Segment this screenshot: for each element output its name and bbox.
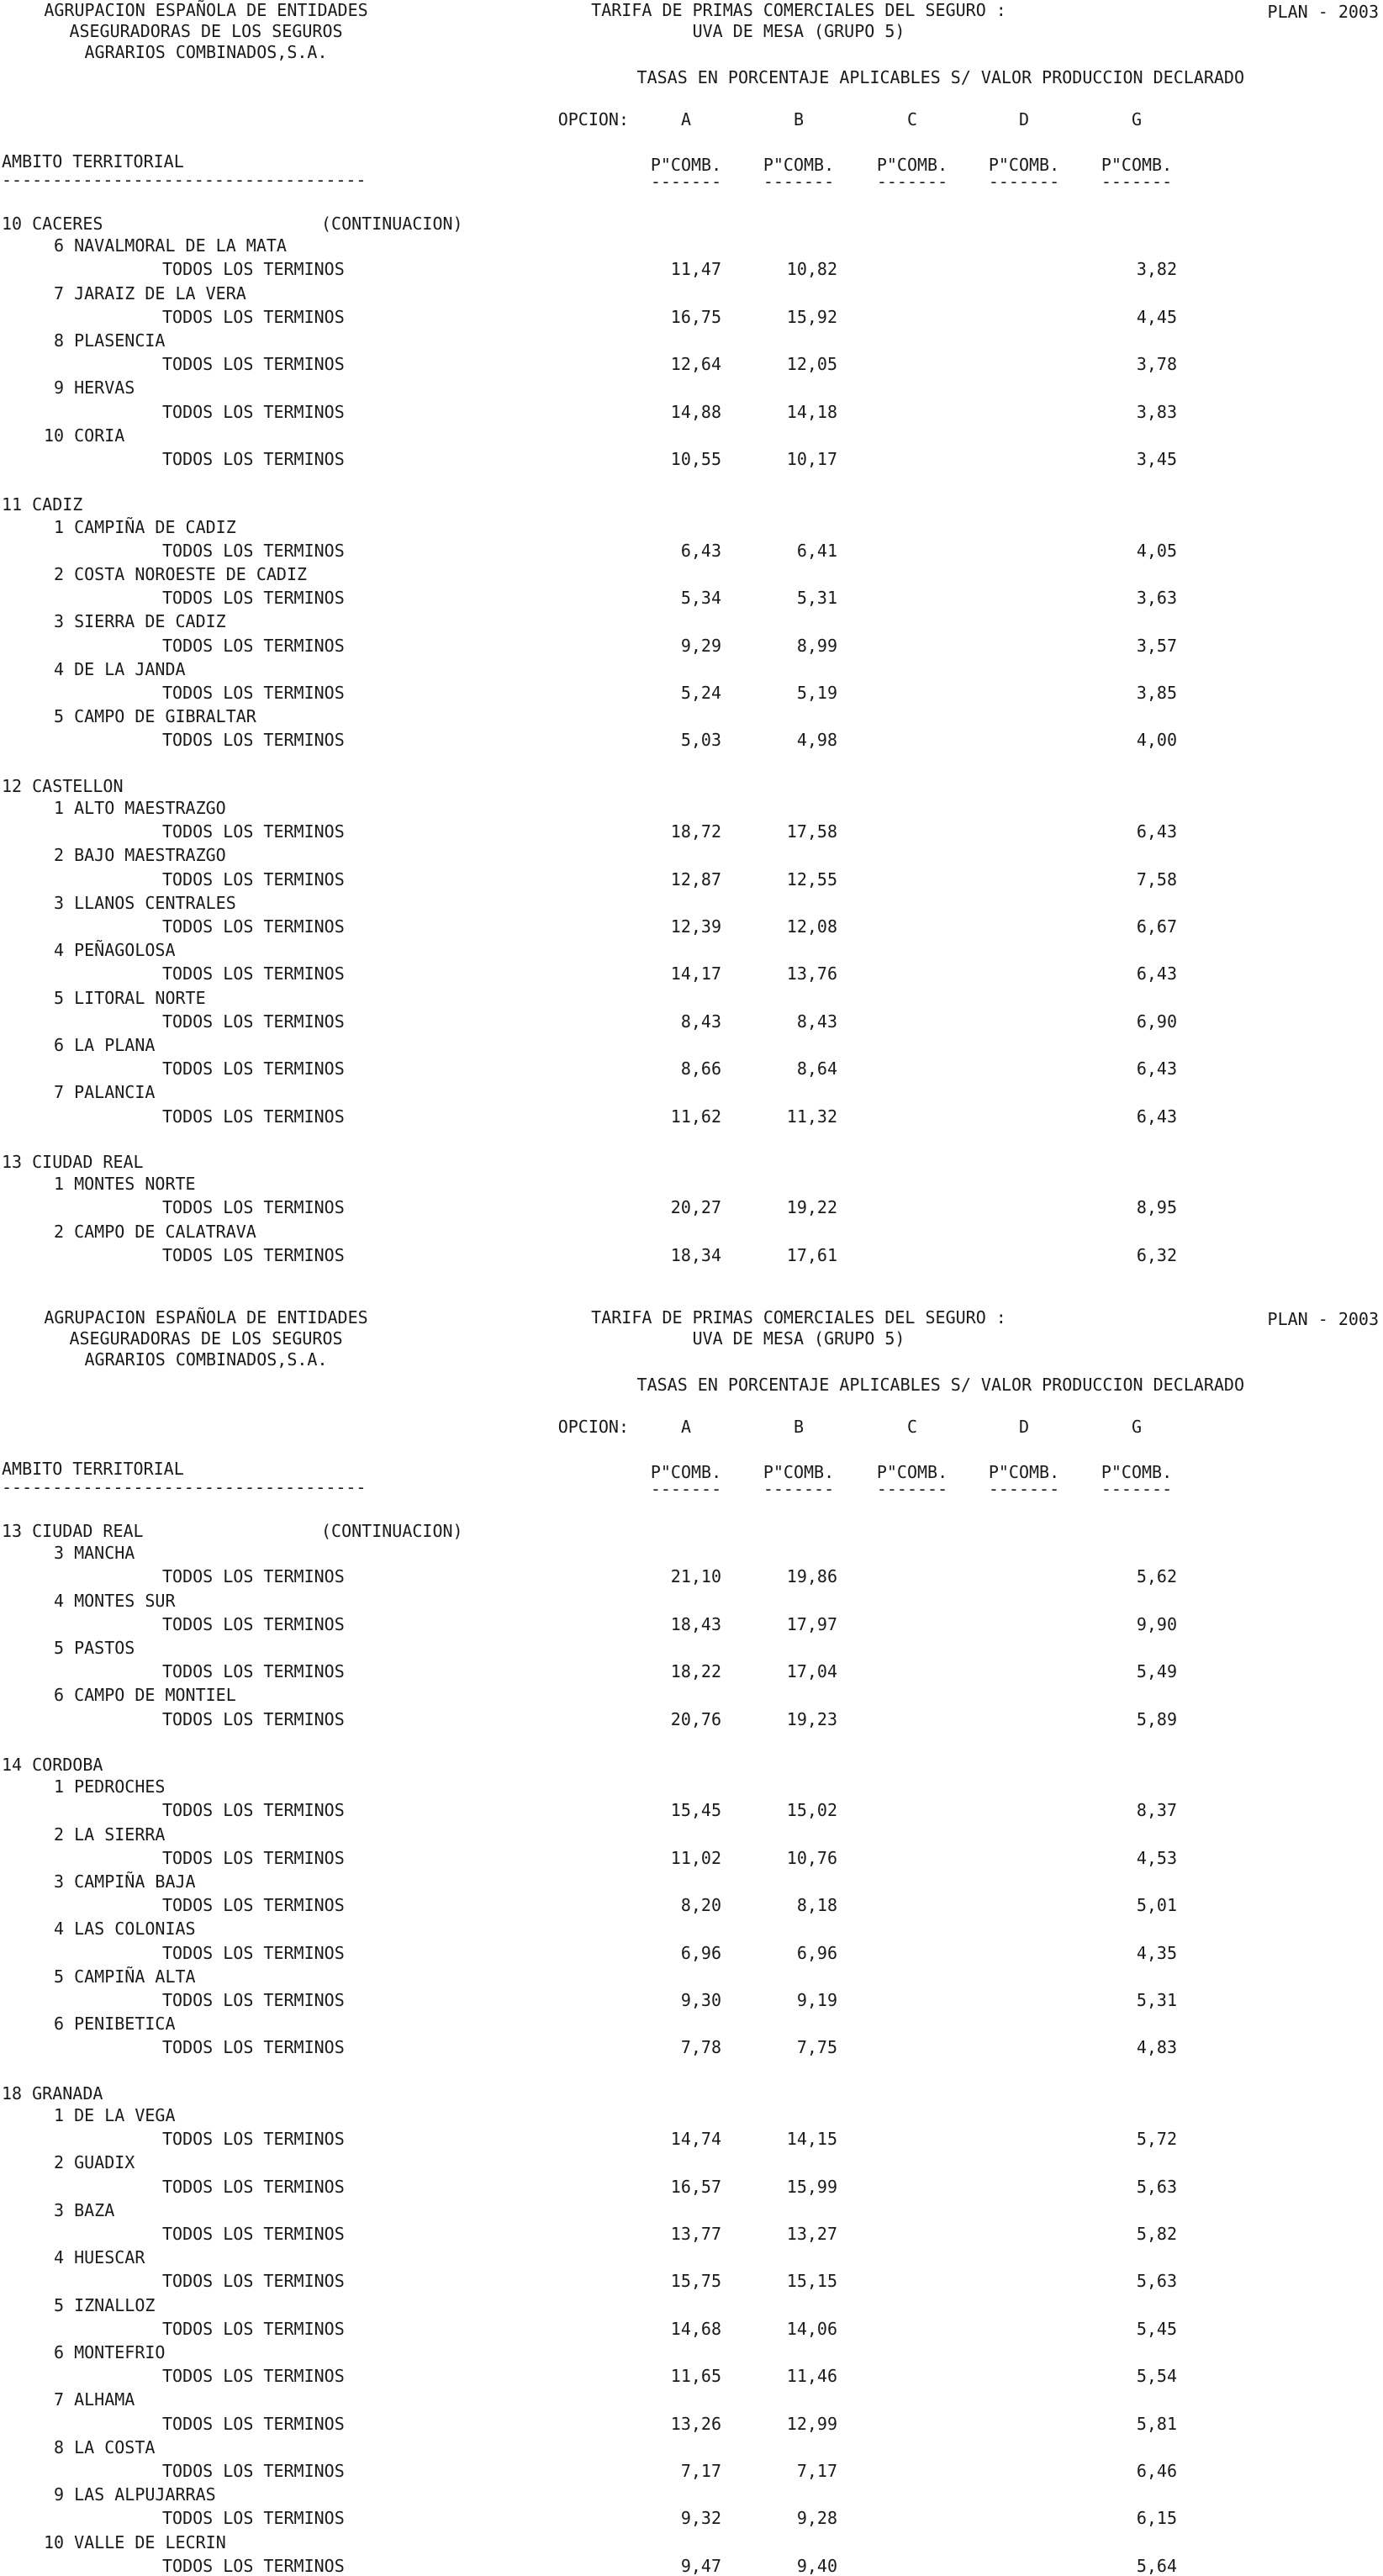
rate-g: 6,15 bbox=[1136, 2508, 1177, 2529]
ambito-rule: ------------------------------------ bbox=[2, 1477, 367, 1497]
column-underline: ------- bbox=[650, 1479, 722, 1499]
terminos-label: TODOS LOS TERMINOS bbox=[162, 2176, 345, 2197]
rate-b: 12,99 bbox=[786, 2413, 837, 2434]
rate-b: 17,61 bbox=[786, 1244, 837, 1265]
option-c: C bbox=[906, 1417, 918, 1437]
comarca-heading: 5 IZNALLOZ bbox=[54, 2294, 156, 2315]
rate-a: 20,76 bbox=[670, 1708, 721, 1729]
rate-g: 3,57 bbox=[1136, 635, 1177, 656]
column-underline: ------- bbox=[763, 172, 835, 192]
rate-g: 3,82 bbox=[1136, 259, 1177, 280]
rate-a: 16,75 bbox=[670, 306, 721, 327]
terminos-label: TODOS LOS TERMINOS bbox=[162, 259, 345, 280]
comarca-heading: 5 CAMPIÑA ALTA bbox=[54, 1966, 196, 1987]
rate-b: 8,43 bbox=[796, 1011, 837, 1032]
rate-b: 19,23 bbox=[786, 1708, 837, 1729]
ambito-heading: AMBITO TERRITORIAL bbox=[2, 151, 184, 172]
comarca-heading: 7 PALANCIA bbox=[54, 1082, 156, 1103]
rate-b: 6,41 bbox=[796, 540, 837, 561]
column-header: P"COMB. bbox=[988, 155, 1060, 175]
rate-g: 6,32 bbox=[1136, 1244, 1177, 1265]
option-g: G bbox=[1131, 109, 1143, 129]
comarca-heading: 6 MONTEFRIO bbox=[54, 2342, 166, 2362]
terminos-label: TODOS LOS TERMINOS bbox=[162, 1942, 345, 1963]
column-header: P"COMB. bbox=[988, 1462, 1060, 1482]
comarca-heading: 3 SIERRA DE CADIZ bbox=[54, 611, 226, 632]
comarca-heading: 1 CAMPIÑA DE CADIZ bbox=[54, 516, 236, 537]
column-underline: ------- bbox=[763, 1479, 835, 1499]
option-d: D bbox=[1018, 1417, 1030, 1437]
province-heading: 14 CORDOBA bbox=[2, 1755, 103, 1775]
rate-b: 9,40 bbox=[796, 2555, 837, 2576]
rate-b: 12,55 bbox=[786, 868, 837, 889]
column-underline: ------- bbox=[1101, 172, 1173, 192]
comarca-heading: 1 ALTO MAESTRAZGO bbox=[54, 798, 226, 818]
comarca-heading: 6 CAMPO DE MONTIEL bbox=[54, 1685, 236, 1706]
rate-a: 14,74 bbox=[670, 2129, 721, 2150]
column-header: P"COMB. bbox=[876, 1462, 948, 1482]
org-name-line: AGRUPACION ESPAÑOLA DE ENTIDADES bbox=[44, 0, 368, 20]
rate-g: 5,63 bbox=[1136, 2176, 1177, 2197]
terminos-label: TODOS LOS TERMINOS bbox=[162, 683, 345, 703]
column-underline: ------- bbox=[1101, 1479, 1173, 1499]
terminos-label: TODOS LOS TERMINOS bbox=[162, 2129, 345, 2150]
comarca-heading: 8 LA COSTA bbox=[54, 2436, 156, 2457]
rate-b: 7,17 bbox=[796, 2461, 837, 2481]
terminos-label: TODOS LOS TERMINOS bbox=[162, 449, 345, 469]
terminos-label: TODOS LOS TERMINOS bbox=[162, 2461, 345, 2481]
rate-b: 12,08 bbox=[786, 916, 837, 937]
comarca-heading: 4 MONTES SUR bbox=[54, 1590, 176, 1611]
comarca-heading: 4 DE LA JANDA bbox=[54, 658, 186, 679]
rate-g: 4,83 bbox=[1136, 2037, 1177, 2058]
comarca-heading: 5 CAMPO DE GIBRALTAR bbox=[54, 706, 256, 727]
rate-a: 13,26 bbox=[670, 2413, 721, 2434]
tariff-title-line: TARIFA DE PRIMAS COMERCIALES DEL SEGURO : bbox=[591, 1307, 1006, 1328]
comarca-heading: 4 PEÑAGOLOSA bbox=[54, 940, 176, 961]
rate-g: 6,43 bbox=[1136, 1058, 1177, 1079]
terminos-label: TODOS LOS TERMINOS bbox=[162, 1244, 345, 1265]
rate-g: 6,46 bbox=[1136, 2461, 1177, 2481]
rate-a: 11,65 bbox=[670, 2366, 721, 2387]
terminos-label: TODOS LOS TERMINOS bbox=[162, 2271, 345, 2292]
comarca-heading: 10 VALLE DE LECRIN bbox=[44, 2531, 226, 2552]
province-heading: 12 CASTELLON bbox=[2, 775, 124, 796]
comarca-heading: 6 PENIBETICA bbox=[54, 2014, 176, 2035]
column-header: P"COMB. bbox=[650, 1462, 722, 1482]
comarca-heading: 3 BAZA bbox=[54, 2199, 115, 2220]
rate-a: 5,34 bbox=[680, 588, 721, 609]
rate-a: 9,30 bbox=[680, 1990, 721, 2010]
rate-b: 14,15 bbox=[786, 2129, 837, 2150]
page-2 bbox=[0, 1307, 1383, 2576]
rate-b: 9,19 bbox=[796, 1990, 837, 2010]
province-heading: 11 CADIZ bbox=[2, 494, 83, 515]
rate-g: 4,53 bbox=[1136, 1847, 1177, 1868]
column-underline: ------- bbox=[988, 1479, 1060, 1499]
rate-a: 11,62 bbox=[670, 1106, 721, 1127]
rate-a: 11,47 bbox=[670, 259, 721, 280]
province-heading: 13 CIUDAD REAL bbox=[2, 1152, 144, 1172]
comarca-heading: 10 CORIA bbox=[44, 425, 125, 446]
column-underline: ------- bbox=[650, 172, 722, 192]
rate-b: 15,15 bbox=[786, 2271, 837, 2292]
terminos-label: TODOS LOS TERMINOS bbox=[162, 821, 345, 842]
terminos-label: TODOS LOS TERMINOS bbox=[162, 2224, 345, 2244]
rate-g: 5,01 bbox=[1136, 1895, 1177, 1916]
rate-a: 6,96 bbox=[680, 1942, 721, 1963]
rate-g: 6,43 bbox=[1136, 1106, 1177, 1127]
rate-g: 9,90 bbox=[1136, 1613, 1177, 1634]
terminos-label: TODOS LOS TERMINOS bbox=[162, 963, 345, 984]
terminos-label: TODOS LOS TERMINOS bbox=[162, 1058, 345, 1079]
terminos-label: TODOS LOS TERMINOS bbox=[162, 1661, 345, 1682]
province-heading: 13 CIUDAD REAL bbox=[2, 1521, 144, 1541]
rate-g: 5,64 bbox=[1136, 2555, 1177, 2576]
rate-a: 11,02 bbox=[670, 1847, 721, 1868]
rate-g: 5,72 bbox=[1136, 2129, 1177, 2150]
rate-a: 12,39 bbox=[670, 916, 721, 937]
terminos-label: TODOS LOS TERMINOS bbox=[162, 1197, 345, 1218]
terminos-label: TODOS LOS TERMINOS bbox=[162, 401, 345, 422]
org-name-line: AGRARIOS COMBINADOS,S.A. bbox=[84, 1349, 328, 1370]
rate-a: 6,43 bbox=[680, 540, 721, 561]
rate-b: 6,96 bbox=[796, 1942, 837, 1963]
terminos-label: TODOS LOS TERMINOS bbox=[162, 1011, 345, 1032]
rate-g: 5,49 bbox=[1136, 1661, 1177, 1682]
rate-b: 11,32 bbox=[786, 1106, 837, 1127]
comarca-heading: 3 LLANOS CENTRALES bbox=[54, 892, 236, 913]
terminos-label: TODOS LOS TERMINOS bbox=[162, 2508, 345, 2529]
terminos-label: TODOS LOS TERMINOS bbox=[162, 1613, 345, 1634]
column-header: P"COMB. bbox=[876, 155, 948, 175]
option-b: B bbox=[793, 1417, 805, 1437]
column-header: P"COMB. bbox=[1101, 155, 1173, 175]
terminos-label: TODOS LOS TERMINOS bbox=[162, 1990, 345, 2010]
plan-label: PLAN - 2003 bbox=[1267, 1309, 1379, 1329]
option-label: OPCION: bbox=[557, 109, 629, 129]
comarca-heading: 4 HUESCAR bbox=[54, 2247, 145, 2268]
column-underline: ------- bbox=[876, 1479, 948, 1499]
rate-a: 18,43 bbox=[670, 1613, 721, 1634]
rate-b: 11,46 bbox=[786, 2366, 837, 2387]
rate-a: 18,72 bbox=[670, 821, 721, 842]
rate-g: 6,90 bbox=[1136, 1011, 1177, 1032]
column-header: P"COMB. bbox=[763, 1462, 835, 1482]
terminos-label: TODOS LOS TERMINOS bbox=[162, 1708, 345, 1729]
terminos-label: TODOS LOS TERMINOS bbox=[162, 2555, 345, 2576]
rate-g: 5,31 bbox=[1136, 1990, 1177, 2010]
terminos-label: TODOS LOS TERMINOS bbox=[162, 588, 345, 609]
terminos-label: TODOS LOS TERMINOS bbox=[162, 635, 345, 656]
terminos-label: TODOS LOS TERMINOS bbox=[162, 1106, 345, 1127]
rate-a: 18,34 bbox=[670, 1244, 721, 1265]
comarca-heading: 3 CAMPIÑA BAJA bbox=[54, 1871, 196, 1892]
rate-b: 8,99 bbox=[796, 635, 837, 656]
terminos-label: TODOS LOS TERMINOS bbox=[162, 730, 345, 751]
comarca-heading: 9 HERVAS bbox=[54, 377, 135, 399]
comarca-heading: 2 COSTA NOROESTE DE CADIZ bbox=[54, 564, 308, 584]
rate-b: 13,27 bbox=[786, 2224, 837, 2244]
rate-a: 14,68 bbox=[670, 2318, 721, 2339]
rate-a: 14,17 bbox=[670, 963, 721, 984]
rate-b: 8,64 bbox=[796, 1058, 837, 1079]
rate-a: 9,47 bbox=[680, 2555, 721, 2576]
org-name-line: ASEGURADORAS DE LOS SEGUROS bbox=[69, 1328, 343, 1349]
rate-g: 5,62 bbox=[1136, 1566, 1177, 1587]
terminos-label: TODOS LOS TERMINOS bbox=[162, 916, 345, 937]
rate-b: 8,18 bbox=[796, 1895, 837, 1916]
rate-b: 5,19 bbox=[796, 683, 837, 703]
comarca-heading: 7 JARAIZ DE LA VERA bbox=[54, 282, 246, 304]
rate-g: 6,67 bbox=[1136, 916, 1177, 937]
comarca-heading: 9 LAS ALPUJARRAS bbox=[54, 2484, 216, 2505]
option-a: A bbox=[680, 109, 692, 129]
rate-a: 12,87 bbox=[670, 868, 721, 889]
option-d: D bbox=[1018, 109, 1030, 129]
terminos-label: TODOS LOS TERMINOS bbox=[162, 540, 345, 561]
rate-b: 19,86 bbox=[786, 1566, 837, 1587]
terminos-label: TODOS LOS TERMINOS bbox=[162, 1800, 345, 1821]
rate-b: 17,97 bbox=[786, 1613, 837, 1634]
rate-g: 7,58 bbox=[1136, 868, 1177, 889]
rate-a: 7,17 bbox=[680, 2461, 721, 2481]
tariff-title-line: UVA DE MESA (GRUPO 5) bbox=[692, 1328, 905, 1349]
org-name-line: ASEGURADORAS DE LOS SEGUROS bbox=[69, 21, 343, 41]
ambito-heading: AMBITO TERRITORIAL bbox=[2, 1459, 184, 1479]
tariff-title-line: UVA DE MESA (GRUPO 5) bbox=[692, 21, 905, 41]
rate-a: 15,45 bbox=[670, 1800, 721, 1821]
rate-b: 13,76 bbox=[786, 963, 837, 984]
rate-g: 5,82 bbox=[1136, 2224, 1177, 2244]
option-b: B bbox=[793, 109, 805, 129]
rate-a: 8,66 bbox=[680, 1058, 721, 1079]
rate-a: 13,77 bbox=[670, 2224, 721, 2244]
comarca-heading: 1 PEDROCHES bbox=[54, 1776, 166, 1797]
rate-a: 9,29 bbox=[680, 635, 721, 656]
rate-b: 14,06 bbox=[786, 2318, 837, 2339]
comarca-heading: 6 NAVALMORAL DE LA MATA bbox=[54, 235, 287, 256]
tariff-title-line: TARIFA DE PRIMAS COMERCIALES DEL SEGURO : bbox=[591, 0, 1006, 20]
terminos-label: TODOS LOS TERMINOS bbox=[162, 2318, 345, 2339]
comarca-heading: 6 LA PLANA bbox=[54, 1035, 156, 1055]
terminos-label: TODOS LOS TERMINOS bbox=[162, 1895, 345, 1916]
comarca-heading: 2 BAJO MAESTRAZGO bbox=[54, 845, 226, 866]
rate-b: 17,04 bbox=[786, 1661, 837, 1682]
rate-b: 10,76 bbox=[786, 1847, 837, 1868]
column-header: P"COMB. bbox=[763, 155, 835, 175]
column-header: P"COMB. bbox=[1101, 1462, 1173, 1482]
rate-a: 20,27 bbox=[670, 1197, 721, 1218]
rate-a: 21,10 bbox=[670, 1566, 721, 1587]
rate-a: 5,24 bbox=[680, 683, 721, 703]
rate-g: 4,35 bbox=[1136, 1942, 1177, 1963]
province-heading: 10 CACERES bbox=[2, 214, 103, 234]
terminos-label: TODOS LOS TERMINOS bbox=[162, 354, 345, 375]
rate-b: 14,18 bbox=[786, 401, 837, 422]
rate-a: 8,43 bbox=[680, 1011, 721, 1032]
comarca-heading: 5 PASTOS bbox=[54, 1638, 135, 1658]
rate-a: 15,75 bbox=[670, 2271, 721, 2292]
rate-g: 4,05 bbox=[1136, 540, 1177, 561]
province-heading: 18 GRANADA bbox=[2, 2082, 103, 2104]
rate-a: 16,57 bbox=[670, 2176, 721, 2197]
rate-a: 10,55 bbox=[670, 449, 721, 469]
comarca-heading: 8 PLASENCIA bbox=[54, 330, 166, 351]
option-g: G bbox=[1131, 1417, 1143, 1437]
rate-g: 8,37 bbox=[1136, 1800, 1177, 1821]
comarca-heading: 2 LA SIERRA bbox=[54, 1824, 166, 1845]
column-header: P"COMB. bbox=[650, 155, 722, 175]
terminos-label: TODOS LOS TERMINOS bbox=[162, 2413, 345, 2434]
option-label: OPCION: bbox=[557, 1417, 629, 1437]
rate-b: 10,82 bbox=[786, 259, 837, 280]
rate-b: 15,92 bbox=[786, 306, 837, 327]
rate-b: 7,75 bbox=[796, 2037, 837, 2058]
page-1 bbox=[0, 0, 1383, 1265]
comarca-heading: 4 LAS COLONIAS bbox=[54, 1919, 196, 1940]
continuation-label: (CONTINUACION) bbox=[321, 1521, 463, 1541]
rate-b: 4,98 bbox=[796, 730, 837, 751]
rate-g: 4,45 bbox=[1136, 306, 1177, 327]
rate-g: 3,78 bbox=[1136, 354, 1177, 375]
comarca-heading: 2 CAMPO DE CALATRAVA bbox=[54, 1221, 256, 1242]
comarca-heading: 3 MANCHA bbox=[54, 1543, 135, 1564]
rate-g: 5,81 bbox=[1136, 2413, 1177, 2434]
rate-g: 4,00 bbox=[1136, 730, 1177, 751]
org-name-line: AGRUPACION ESPAÑOLA DE ENTIDADES bbox=[44, 1307, 368, 1328]
rate-a: 18,22 bbox=[670, 1661, 721, 1682]
rate-a: 9,32 bbox=[680, 2508, 721, 2529]
terminos-label: TODOS LOS TERMINOS bbox=[162, 1847, 345, 1868]
rate-g: 6,43 bbox=[1136, 821, 1177, 842]
terminos-label: TODOS LOS TERMINOS bbox=[162, 1566, 345, 1587]
comarca-heading: 1 MONTES NORTE bbox=[54, 1174, 196, 1195]
rate-g: 5,54 bbox=[1136, 2366, 1177, 2387]
rate-a: 12,64 bbox=[670, 354, 721, 375]
rate-g: 3,83 bbox=[1136, 401, 1177, 422]
rate-a: 5,03 bbox=[680, 730, 721, 751]
rate-b: 19,22 bbox=[786, 1197, 837, 1218]
terminos-label: TODOS LOS TERMINOS bbox=[162, 868, 345, 889]
rate-b: 17,58 bbox=[786, 821, 837, 842]
rate-g: 3,63 bbox=[1136, 588, 1177, 609]
rate-b: 15,99 bbox=[786, 2176, 837, 2197]
plan-label: PLAN - 2003 bbox=[1267, 2, 1379, 22]
page-subtitle: TASAS EN PORCENTAJE APLICABLES S/ VALOR PRODUCCION DECLARADO bbox=[636, 1375, 1244, 1395]
rate-g: 3,85 bbox=[1136, 683, 1177, 703]
rate-b: 10,17 bbox=[786, 449, 837, 469]
ambito-rule: ------------------------------------ bbox=[2, 170, 367, 190]
rate-g: 5,89 bbox=[1136, 1708, 1177, 1729]
option-a: A bbox=[680, 1417, 692, 1437]
rate-b: 12,05 bbox=[786, 354, 837, 375]
terminos-label: TODOS LOS TERMINOS bbox=[162, 306, 345, 327]
terminos-label: TODOS LOS TERMINOS bbox=[162, 2366, 345, 2387]
continuation-label: (CONTINUACION) bbox=[321, 214, 463, 234]
rate-a: 7,78 bbox=[680, 2037, 721, 2058]
rate-b: 5,31 bbox=[796, 588, 837, 609]
rate-b: 9,28 bbox=[796, 2508, 837, 2529]
comarca-heading: 1 DE LA VEGA bbox=[54, 2105, 176, 2125]
comarca-heading: 2 GUADIX bbox=[54, 2152, 135, 2173]
column-underline: ------- bbox=[876, 172, 948, 192]
comarca-heading: 5 LITORAL NORTE bbox=[54, 987, 206, 1008]
org-name-line: AGRARIOS COMBINADOS,S.A. bbox=[84, 42, 328, 62]
rate-g: 5,63 bbox=[1136, 2271, 1177, 2292]
rate-g: 5,45 bbox=[1136, 2318, 1177, 2339]
terminos-label: TODOS LOS TERMINOS bbox=[162, 2037, 345, 2058]
rate-b: 15,02 bbox=[786, 1800, 837, 1821]
rate-g: 8,95 bbox=[1136, 1197, 1177, 1218]
comarca-heading: 7 ALHAMA bbox=[54, 2389, 135, 2410]
rate-g: 3,45 bbox=[1136, 449, 1177, 469]
option-c: C bbox=[906, 109, 918, 129]
rate-a: 14,88 bbox=[670, 401, 721, 422]
page-subtitle: TASAS EN PORCENTAJE APLICABLES S/ VALOR PRODUCCION DECLARADO bbox=[636, 67, 1244, 87]
column-underline: ------- bbox=[988, 172, 1060, 192]
rate-g: 6,43 bbox=[1136, 963, 1177, 984]
rate-a: 8,20 bbox=[680, 1895, 721, 1916]
